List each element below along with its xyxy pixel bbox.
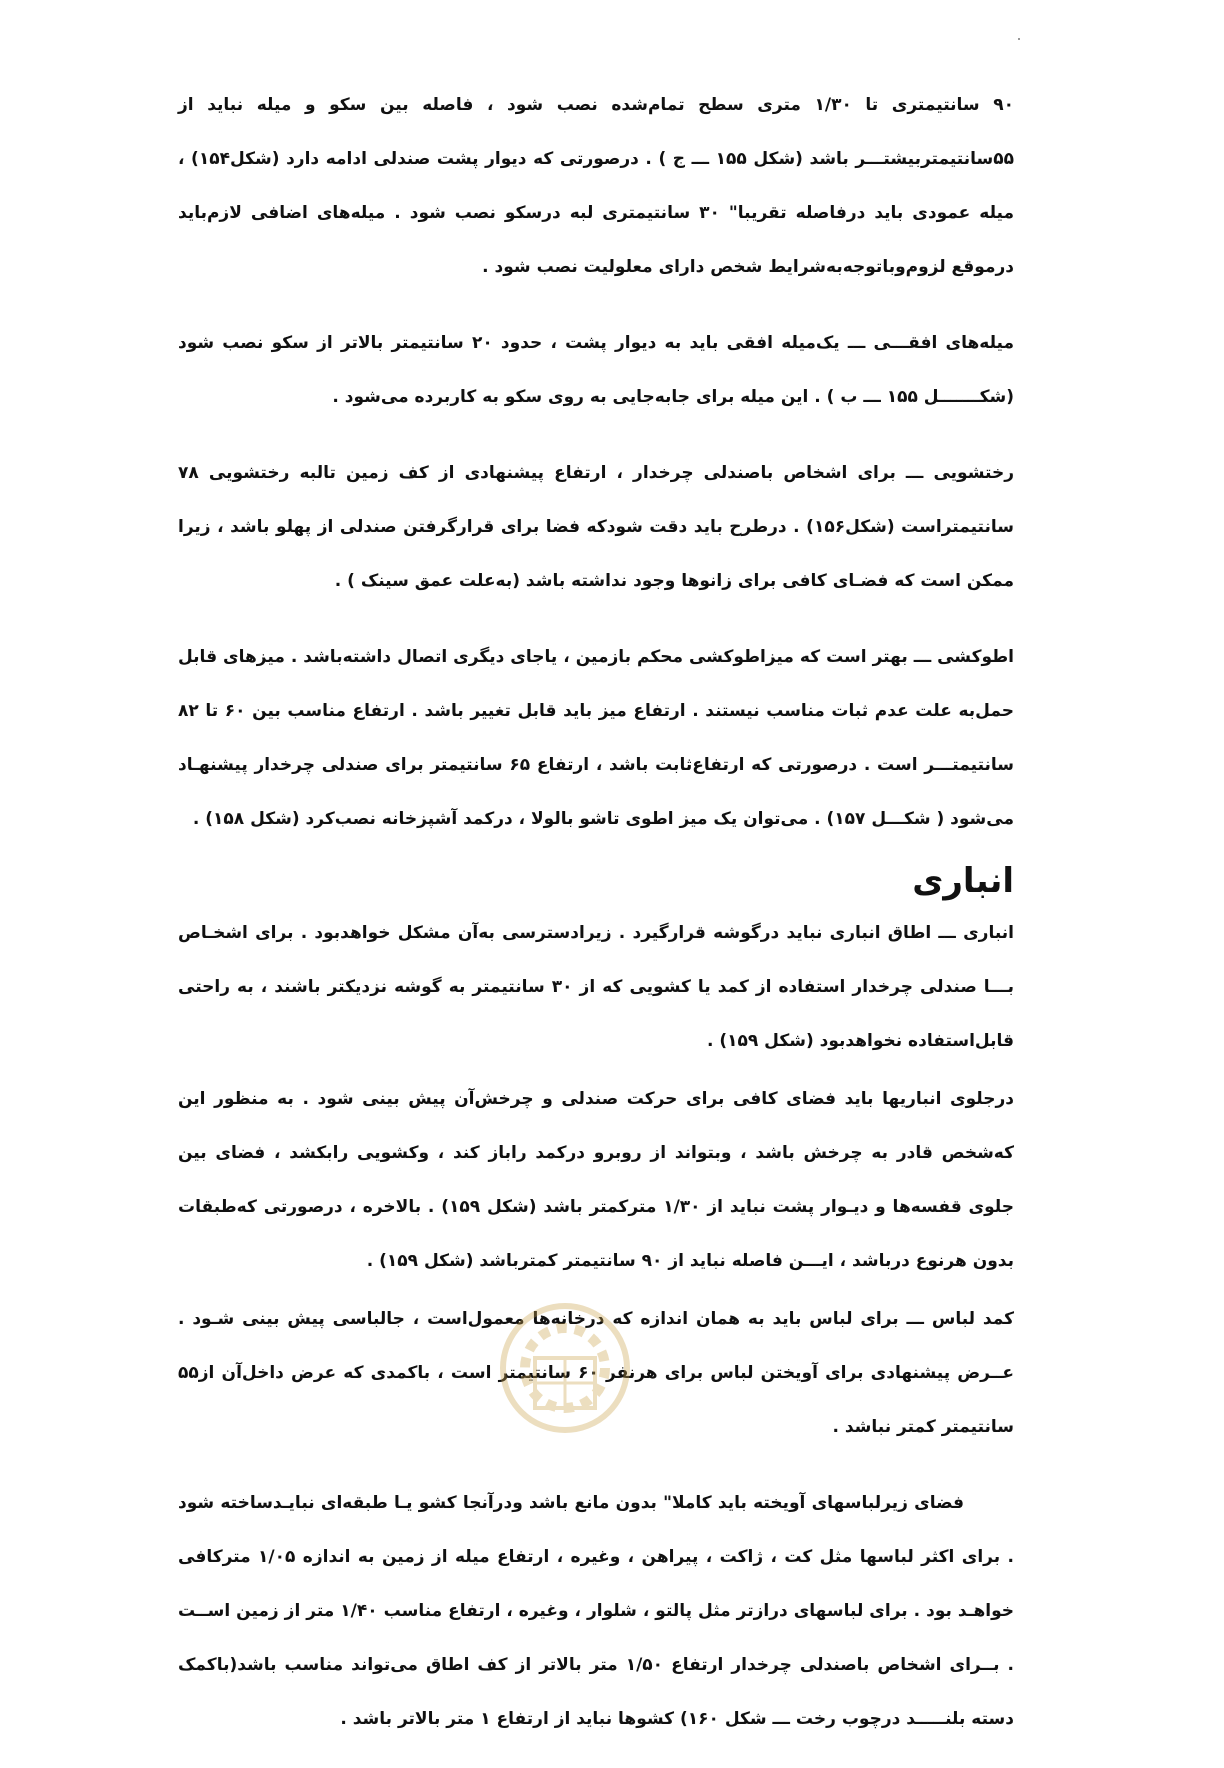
paragraph-hanging-space: فضای زیرلباسهای آویخته باید کاملا" بدون مانع باشد ودرآنجا کشو یـا طبقه‌ای نبایـدساخته شود . برای اکثر لباسها مثل کت ، ژاکت ، پیراهن ، وغیره ، ارتفاع میله از زمین به اندازه ۱/۰۵ مترکافی خواهـد بود . برای لباسهای درازتر مثل پالتو ، شلوار ، وغیره ، ارتفاع مناسب ۱/۴۰ متر از زمین اســت . بــرای اشخاص باصندلی چرخدار ارتفاع ۱/۵۰ متر بالاتر از کف اطاق می‌تواند مناسب باشد(باکمک دسته بلنـــــد درچوب رخت ـــ شکل ۱۶۰) کشوها نباید از ارتفاع ۱ متر بالاتر باشد . [178, 1493, 1014, 1729]
document-page [178, 78, 1014, 1768]
paragraph-storage-room: انباری ـــ اطاق انباری نباید درگوشه قرارگیرد . زیرادسترسی به‌آن مشکل خواهدبود . برای اشخـاص بـــا صندلی چرخدار استفاده از کمد یا کشویی که از ۳۰ سانتیمتر به گوشه نزدیکتر باشند ، به راحتی قابل‌استفاده نخواهدبود (شکل ۱۵۹) . [178, 923, 1014, 1051]
paragraph-laundry: رختشویی ـــ برای اشخاص باصندلی چرخدار ، ارتفاع پیشنهادی از کف زمین تالبه رختشویی ۷۸ سانتیمتراست (شکل۱۵۶) . درطرح باید دقت شودکه فضا برای قرارگرفتن صندلی از پهلو باشد ، زیرا ممکن است که فضـای کافی برای زانوها وجود نداشته باشد (به‌علت عمق سینک ) . [178, 463, 1014, 591]
paragraph-ironing: اطوکشی ـــ بهتر است که میزاطوکشی محکم بازمین ، یاجای دیگری اتصال داشته‌باشد . میزهای قابل حمل‌به علت عدم ثبات مناسب نیستند . ارتفاع میز باید قابل تغییر باشد . ارتفاع مناسب بین ۶۰ تا ۸۲ سانتیمتـــر است . درصورتی که ارتفاع‌ثابت باشد ، ارتفاع ۶۵ سانتیمتر برای صندلی چرخدار پیشنهـاد می‌شود ( شکـــل ۱۵۷) . می‌توان یک میز اطوی تاشو بالولا ، درکمد آشپزخانه نصب‌کرد (شکل ۱۵۸) . [178, 647, 1015, 829]
watermark-logo [495, 1298, 635, 1468]
paragraph-horizontal-bars: میله‌های افقـــی ـــ یک‌میله افقی باید به دیوار پشت ، حدود ۲۰ سانتیمتر بالاتر از سکو نصب شود (شکـــــــل ۱۵۵ ـــ ب ) . این میله برای جابه‌جایی به روی سکو به کاربرده می‌شود . [178, 333, 1014, 407]
paragraph-storage-front: درجلوی انباریها باید فضای کافی برای حرکت صندلی و چرخش‌آن پیش بینی شود . به منظور این که‌شخص قادر به چرخش باشد ، وبتواند از روبرو درکمد راباز کند ، وکشویی رابکشد ، فضای بین جلوی قفسه‌ها و دیـوار پشت نباید از ۱/۳۰ مترکمتر باشد (شکل ۱۵۹) . بالاخره ، درصورتی که‌طبقات بدون هرنوع درباشد ، ایـــن فاصله نباید از ۹۰ سانتیمتر کمترباشد (شکل ۱۵۹) . [178, 1089, 1014, 1271]
section-heading-storage: انباری [912, 861, 1014, 901]
scan-speck [1018, 38, 1020, 40]
paragraph-vertical-bar: ۹۰ سانتیمتری تا ۱/۳۰ متری سطح تمام‌شده نصب شود ، فاصله بین سکو و میله نباید از ۵۵سانتیمتربیشتـــر باشد (شکل ۱۵۵ ـــ ج ) . درصورتی که دیوار پشت صندلی ادامه دارد (شکل۱۵۴) ، میله عمودی باید درفاصله تقریبا" ۳۰ سانتیمتری لبه درسکو نصب شود . میله‌های اضافی لازم‌باید درموقع لزوم‌وباتوجه‌به‌شرایط شخص دارای معلولیت نصب شود . [178, 95, 1014, 277]
paragraph-wardrobe: کمد لباس ـــ برای لباس باید به همان اندازه که درخانه‌ها معمول‌است ، جالباسی پیش بینی شـود . عــرض پیشنهادی برای آویختن لباس برای هرنفر ۶۰ سانتیمتر است ، باکمدی که عرض داخل‌آن از۵۵ سانتیمتر کمتر نباشد . [178, 1309, 1014, 1437]
